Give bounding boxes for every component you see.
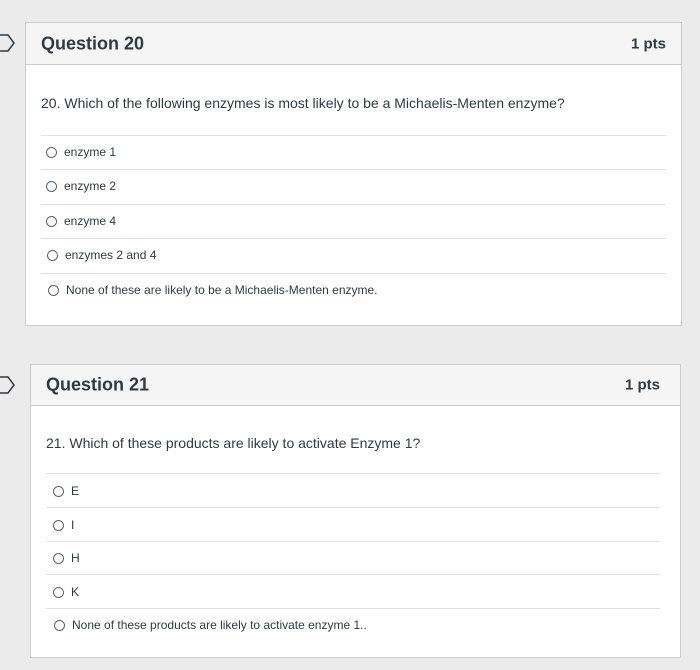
radio-button-icon[interactable] bbox=[46, 216, 57, 227]
answer-option[interactable] bbox=[53, 551, 80, 565]
radio-button-icon[interactable] bbox=[53, 520, 64, 531]
question-marker-icon bbox=[0, 34, 16, 52]
question-marker-icon bbox=[0, 376, 16, 394]
question-title: Question 21 bbox=[46, 374, 150, 395]
answer-option[interactable] bbox=[46, 145, 116, 159]
answer-label: None of these products are likely to activate enzyme 1.. bbox=[72, 618, 367, 632]
answer-option[interactable] bbox=[53, 585, 79, 599]
radio-button-icon[interactable] bbox=[53, 587, 64, 598]
answer-option[interactable] bbox=[46, 179, 116, 193]
radio-button-icon[interactable] bbox=[53, 553, 64, 564]
answer-label: enzyme 2 bbox=[64, 179, 117, 193]
answer-label: K bbox=[71, 585, 80, 599]
answer-option[interactable] bbox=[47, 248, 156, 262]
divider bbox=[46, 541, 660, 542]
question-card-20 bbox=[25, 22, 682, 326]
answer-option[interactable] bbox=[53, 484, 79, 498]
answer-label: None of these are likely to be a Michaelis-Menten enzyme. bbox=[66, 283, 378, 297]
radio-button-icon[interactable] bbox=[48, 285, 59, 296]
divider bbox=[46, 608, 660, 609]
divider bbox=[41, 169, 666, 170]
divider bbox=[46, 507, 660, 508]
question-title: Question 20 bbox=[41, 33, 145, 53]
radio-button-icon[interactable] bbox=[53, 486, 64, 497]
answer-label: E bbox=[71, 484, 80, 498]
divider bbox=[46, 574, 660, 575]
question-header bbox=[31, 365, 680, 406]
divider bbox=[41, 135, 666, 136]
question-points: 1 pts bbox=[630, 35, 666, 52]
answer-label: enzymes 2 and 4 bbox=[65, 248, 157, 262]
answer-label: I bbox=[71, 518, 75, 532]
divider bbox=[41, 238, 666, 239]
question-text: 21. Which of these products are likely to activate Enzyme 1? bbox=[46, 435, 421, 451]
answer-option[interactable] bbox=[48, 283, 378, 297]
question-text: 20. Which of the following enzymes is most likely to be a Michaelis-Menten enzyme? bbox=[41, 95, 565, 111]
answer-option[interactable] bbox=[53, 518, 74, 532]
question-header bbox=[26, 23, 681, 65]
answer-label: enzyme 4 bbox=[64, 214, 117, 228]
divider bbox=[46, 473, 660, 474]
answer-label: enzyme 1 bbox=[64, 145, 117, 159]
question-points: 1 pts bbox=[624, 376, 660, 394]
answer-option[interactable] bbox=[54, 618, 367, 632]
answer-label: H bbox=[71, 551, 80, 565]
radio-button-icon[interactable] bbox=[46, 181, 57, 192]
radio-button-icon[interactable] bbox=[54, 620, 65, 631]
question-card-21 bbox=[30, 364, 681, 658]
divider bbox=[41, 204, 666, 205]
radio-button-icon[interactable] bbox=[47, 250, 58, 261]
answer-option[interactable] bbox=[46, 214, 116, 228]
radio-button-icon[interactable] bbox=[46, 147, 57, 158]
divider bbox=[41, 273, 666, 274]
